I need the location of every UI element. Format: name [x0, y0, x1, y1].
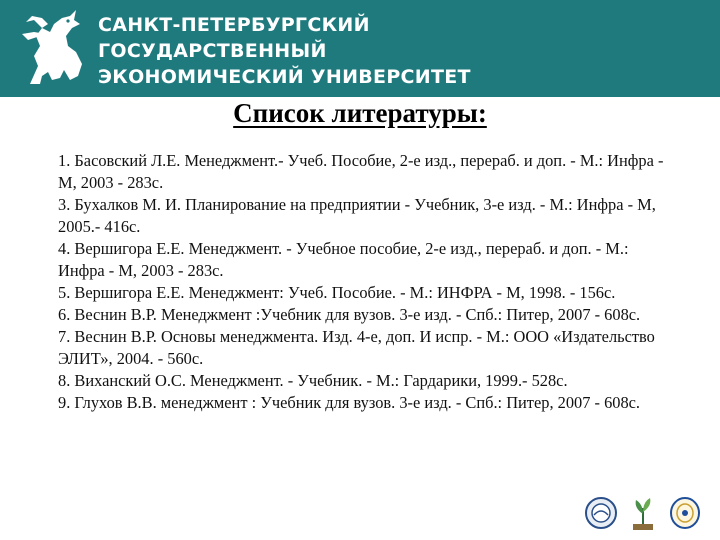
university-name-line-1: САНКТ-ПЕТЕРБУРГСКИЙ [98, 14, 370, 36]
griffin-logo-icon [16, 6, 96, 90]
footer-logos [584, 494, 702, 532]
oval-emblem-icon [668, 496, 702, 530]
reference-item: 8. Виханский О.С. Менеджмент. - Учебник. - М.: Гардарики, 1999.- 528с. [58, 371, 568, 390]
reference-item: 9. Глухов В.В. менеджмент : Учебник для вузов. 3-е изд. - Спб.: Питер, 2007 - 608с. [58, 393, 641, 412]
reference-item: 4. Вершигора Е.Е. Менеджмент. - Учебное пособие, 2-е изд., перераб. и доп. - М.: Инфра - М, 2003 - 283с. [58, 239, 629, 280]
round-emblem-icon [584, 496, 618, 530]
page-title: Список литературы: [233, 98, 487, 128]
reference-item: 7. Веснин В.Р. Основы менеджмента. Изд. 4-е, доп. И испр. - М.: ООО «Издательство ЭЛИТ», 2004. - 560с. [58, 327, 655, 368]
reference-item: 1. Басовский Л.Е. Менеджмент.- Учеб. Пособие, 2-е изд., перераб. и доп. - М.: Инфра - М, 2003 - 283с. [58, 151, 664, 192]
reference-item: 6. Веснин В.Р. Менеджмент :Учебник для вузов. 3-е изд. - Спб.: Питер, 2007 - 608с. [58, 305, 641, 324]
reference-item: 5. Вершигора Е.Е. Менеджмент: Учеб. Пособие. - М.: ИНФРА - М, 1998. - 156с. [58, 283, 616, 302]
plant-emblem-icon [628, 494, 658, 532]
university-name-line-3: ЭКОНОМИЧЕСКИЙ УНИВЕРСИТЕТ [98, 66, 471, 88]
reference-item: 3. Бухалков М. И. Планирование на предприятии - Учебник, 3-е изд. - М.: Инфра - М, 2005.- 416с. [58, 195, 656, 236]
reference-list [58, 150, 668, 414]
header-banner [0, 0, 720, 97]
university-name-line-2: ГОСУДАРСТВЕННЫЙ [98, 40, 327, 62]
university-name [98, 12, 471, 90]
